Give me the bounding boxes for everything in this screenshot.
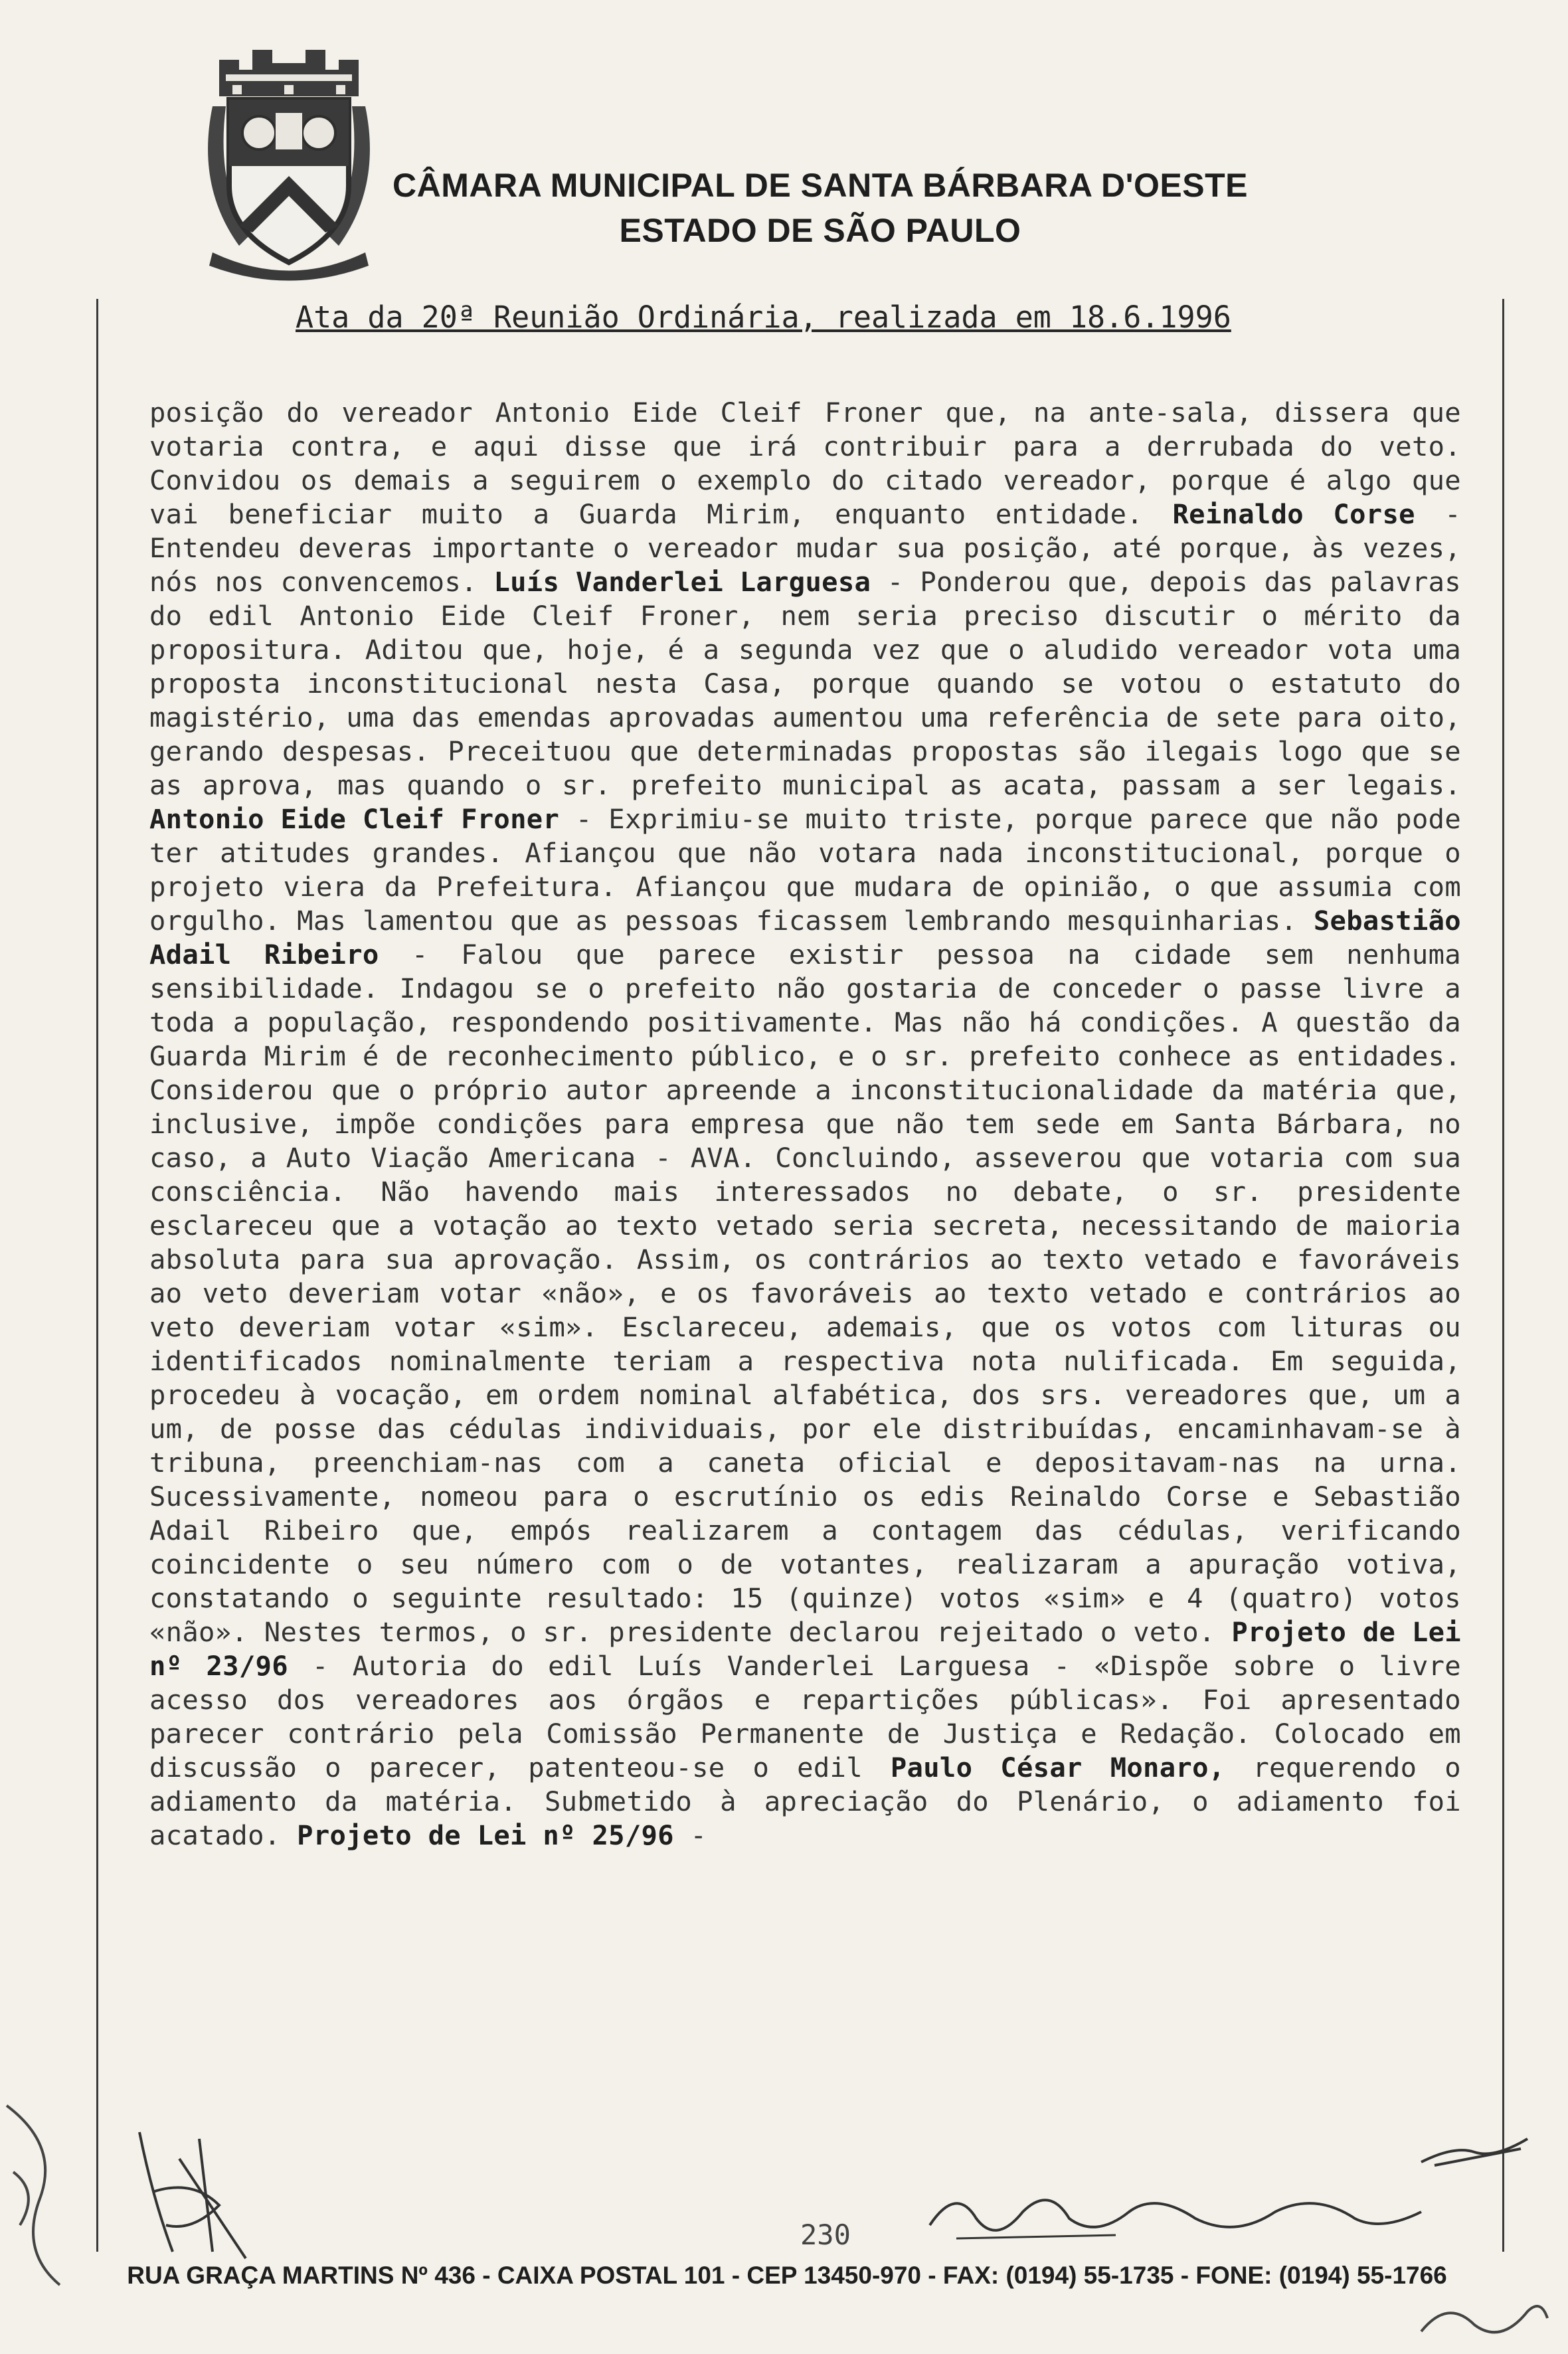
bill-reference: Projeto de Lei nº 23/96 <box>149 1616 1461 1682</box>
strike-mark-signature <box>1415 2126 1534 2179</box>
signature-corner-right <box>1408 2285 1554 2351</box>
page-number: 230 <box>800 2218 851 2251</box>
body-text-run: requerendo o adiamento da matéria. Submetido à apreciação do Plenário, o adiamento foi acatado. <box>149 1752 1461 1851</box>
speaker-name: Sebastião Adail Ribeiro <box>149 905 1461 970</box>
body-text-run: posição do vereador Antonio Eide Cleif Froner que, na ante-sala, dissera que votaria contra, e aqui disse que irá contribuir para a derrubada do veto. Convidou os demais a seguirem o exemplo do citado vereador, porque é algo que vai beneficiar muito a Guarda Mirim, enquanto entidade. <box>149 397 1461 530</box>
speaker-name: Paulo César Monaro, <box>890 1752 1225 1783</box>
body-text-run: - <box>673 1819 707 1851</box>
minutes-body <box>149 396 1461 1853</box>
initials-signature-left <box>113 2119 286 2272</box>
footer-address: RUA GRAÇA MARTINS Nº 436 - CAIXA POSTAL 101 - CEP 13450-970 - FAX: (0194) 55-1735 - FONE: (0194) 55-1766 <box>127 2262 1447 2289</box>
institution-name: CÂMARA MUNICIPAL DE SANTA BÁRBARA D'OESTE <box>392 167 1248 204</box>
signature-margin-left <box>0 2092 80 2292</box>
speaker-name: Luís Vanderlei Larguesa <box>493 566 871 598</box>
body-text-run: - Exprimiu-se muito triste, porque parece que não pode ter atitudes grandes. Afiançou que não votara nada inconstitucional, porque o projeto viera da Prefeitura. Afiançou que mudara de opinião, o que assumia com orgulho. Mas lamentou que as pessoas ficassem lembrando mesquinharias. <box>149 803 1461 937</box>
body-text-run: - Entendeu deveras importante o vereador mudar sua posição, até porque, às vezes, nós nos convencemos. <box>149 498 1461 598</box>
speaker-name: Antonio Eide Cleif Froner <box>149 803 560 835</box>
municipal-crest-emblem <box>199 33 379 286</box>
body-text-run: - Ponderou que, depois das palavras do edil Antonio Eide Cleif Froner, nem seria preciso discutir o mérito da propositura. Aditou que, hoje, é a segunda vez que o aludido vereador vota uma proposta inconstitucional nesta Casa, porque quando se votou o estatuto do magistério, uma das emendas aprovadas aumentou uma referência de sete para oito, gerando despesas. Preceituou que determinadas propostas são ilegais logo que se as aprova, mas quando o sr. prefeito municipal as acata, passam a ser legais. <box>149 566 1461 801</box>
signature-bottom <box>916 2172 1461 2258</box>
bill-reference: Projeto de Lei nº 25/96 <box>297 1819 674 1851</box>
institution-heading <box>372 163 1268 253</box>
body-text-run: - Autoria do edil Luís Vanderlei Larguesa - «Dispõe sobre o livre acesso dos vereadores aos órgãos e repartições públicas». Foi apresentado parecer contrário pela Comissão Permanente de Justiça e Redação. Colocado em discussão o parecer, patenteou-se o edil <box>149 1650 1461 1783</box>
body-text-run: - Falou que parece existir pessoa na cidade sem nenhuma sensibilidade. Indagou se o prefeito não gostaria de conceder o passe livre a toda a população, respondendo positivamente. Mas não há condições. A questão da Guarda Mirim é de reconhecimento público, e o sr. prefeito conhece as entidades. Considerou que o próprio autor apreende a inconstitucionalidade da matéria que, inclusive, impõe condições para empresa que não tem sede em Santa Bárbara, no caso, a Auto Viação Americana - AVA. Concluindo, asseverou que votaria com sua consciência. Não havendo mais interessados no debate, o sr. presidente esclareceu que a votação ao texto vetado seria secreta, necessitando de maioria absoluta para sua aprovação. Assim, os contrários ao texto vetado e favoráveis ao veto deveriam votar «não», e os favoráveis ao texto vetado e contrários ao veto deveriam votar «sim». Esclareceu, ademais, que os votos com lituras ou identificados nominalmente teriam a respectiva nota nulificada. Em seguida, procedeu à vocação, em ordem nominal alfabética, dos srs. vereadores que, um a um, de posse das cédulas individuais, por ele distribuídas, encaminhavam-se à tribuna, preenchiam-nas com a caneta oficial e depositavam-nas na urna. Sucessivamente, nomeou para o escrutínio os edis Reinaldo Corse e Sebastião Adail Ribeiro que, empós realizarem a contagem das cédulas, verificando coincidente o seu número com o de votantes, realizaram a apuração votiva, constatando o seguinte resultado: 15 (quinze) votos «sim» e 4 (quatro) votos «não». Nestes termos, o sr. presidente declarou rejeitado o veto. <box>149 939 1461 1648</box>
speaker-name: Reinaldo Corse <box>1172 498 1415 530</box>
left-margin-line <box>96 299 98 2252</box>
minutes-title: Ata da 20ª Reunião Ordinária, realizada em 18.6.1996 <box>296 300 1231 335</box>
state-name: ESTADO DE SÃO PAULO <box>619 212 1021 249</box>
right-margin-line <box>1502 299 1504 2252</box>
